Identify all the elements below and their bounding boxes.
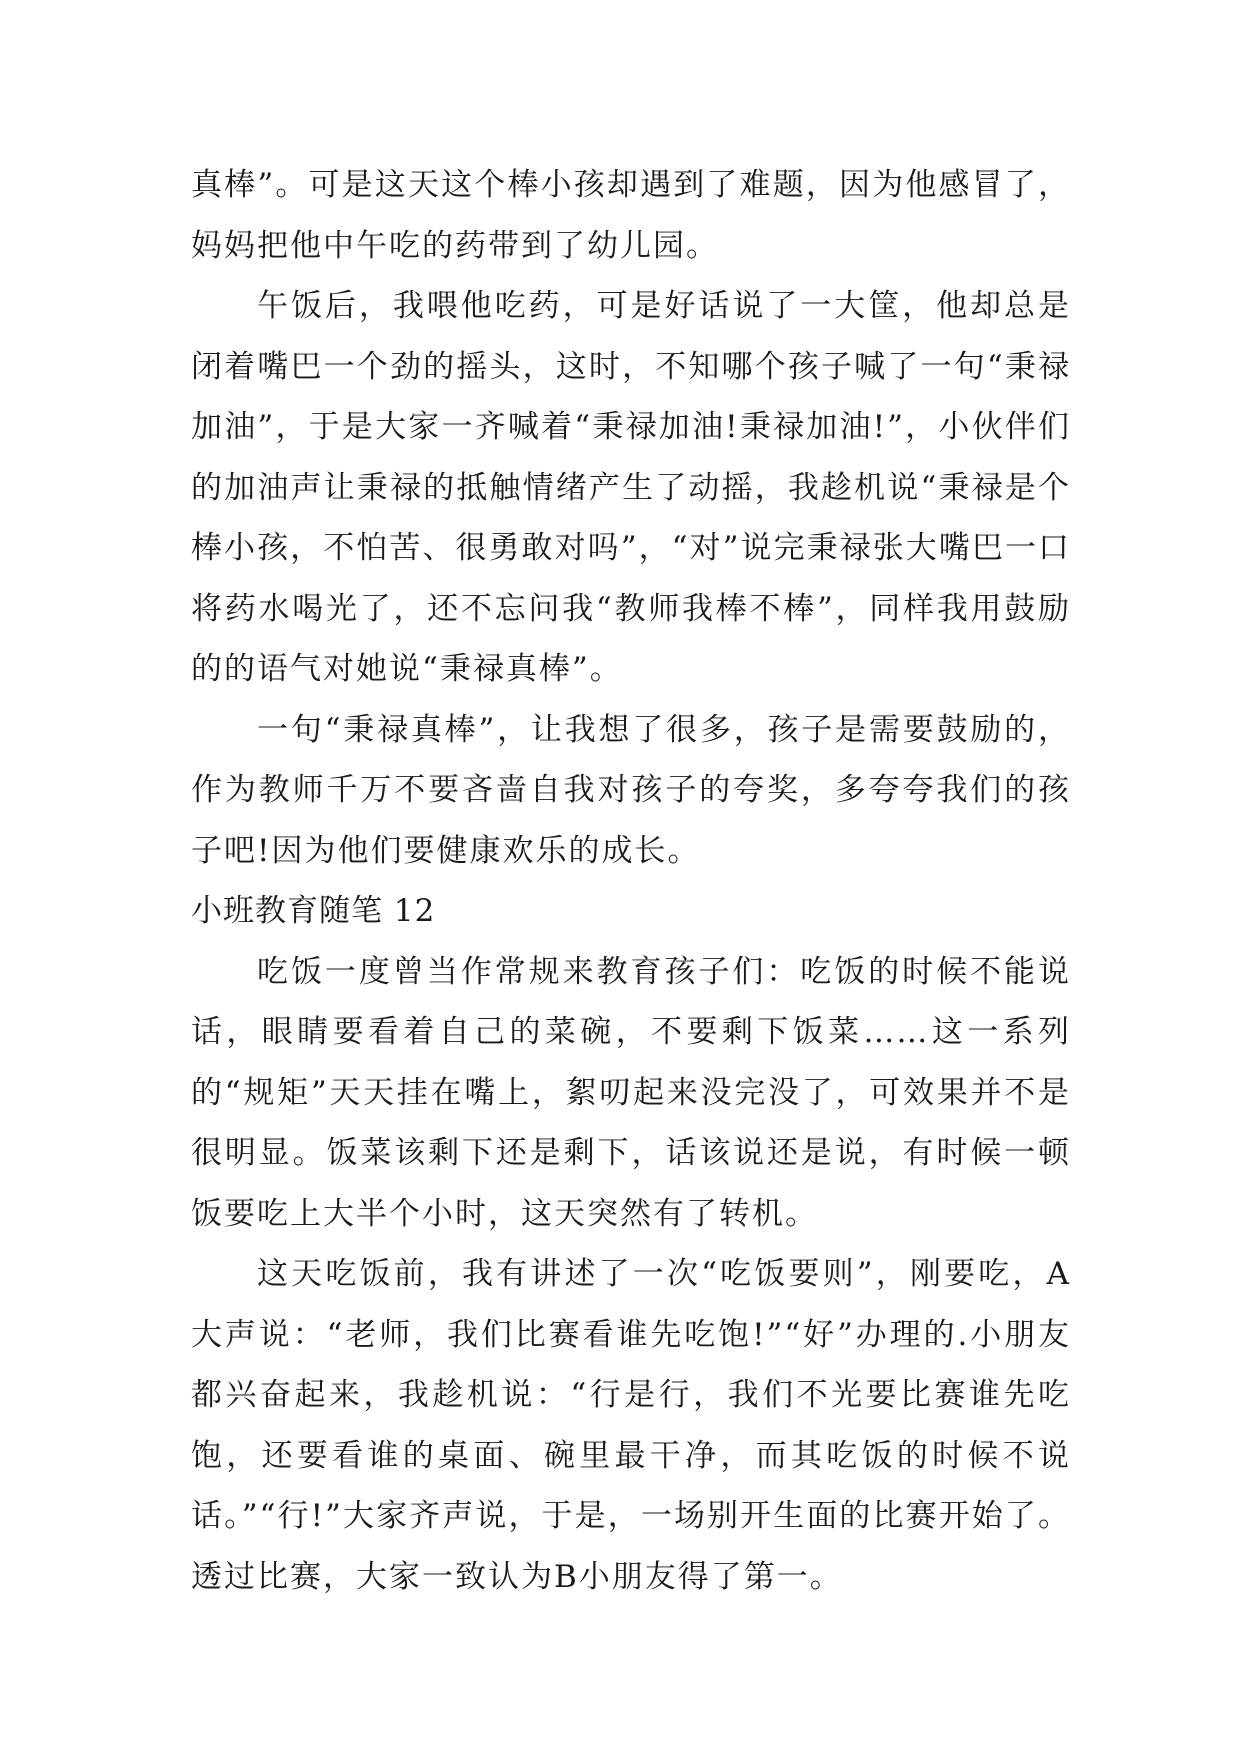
paragraph-medicine-story: 午饭后，我喂他吃药，可是好话说了一大筐，他却总是闭着嘴巴一个劲的摇头，这时，不知哪个孩子喊了一句“秉禄加油”，于是大家一齐喊着“秉禄加油!秉禄加油!”，小伙伴们的加油声让秉禄的抵触情绪产生了动摇，我趁机说“秉禄是个棒小孩，不怕苦、很勇敢对吗”，“对”说完秉禄张大嘴巴一口将药水喝光了，还不忘问我“教师我棒不棒”，同样我用鼓励的的语气对她说“秉禄真棒”。 [191,288,1071,687]
paragraph-continued: 真棒”。可是这天这个棒小孩却遇到了难题，因为他感冒了，妈妈把他中午吃的药带到了幼儿园。 [191,167,1071,264]
section-title: 小班教育随笔 12 [191,893,436,929]
document-body [191,155,1071,1607]
paragraph-meal-contest: 这天吃饭前，我有讲述了一次“吃饭要则”，刚要吃，A大声说：“老师，我们比赛看谁先吃饱!”“好”办理的.小朋友都兴奋起来，我趁机说：“行是行，我们不光要比赛谁先吃饱，还要看谁的桌面、碗里最干净，而其吃饭的时候不说话。”“行!”大家齐声说，于是，一场别开生面的比赛开始了。透过比赛，大家一致认为B小朋友得了第一。 [191,1256,1071,1595]
paragraph-reflection: 一句“秉禄真棒”，让我想了很多，孩子是需要鼓励的，作为教师千万不要吝啬自我对孩子的夸奖，多夸夸我们的孩子吧!因为他们要健康欢乐的成长。 [191,711,1071,869]
paragraph-meal-rules: 吃饭一度曾当作常规来教育孩子们：吃饭的时候不能说话，眼睛要看着自己的菜碗，不要剩下饭菜……这一系列的“规矩”天天挂在嘴上，絮叨起来没完没了，可效果并不是很明显。饭菜该剩下还是剩下，话该说还是说，有时候一顿饭要吃上大半个小时，这天突然有了转机。 [191,953,1071,1232]
